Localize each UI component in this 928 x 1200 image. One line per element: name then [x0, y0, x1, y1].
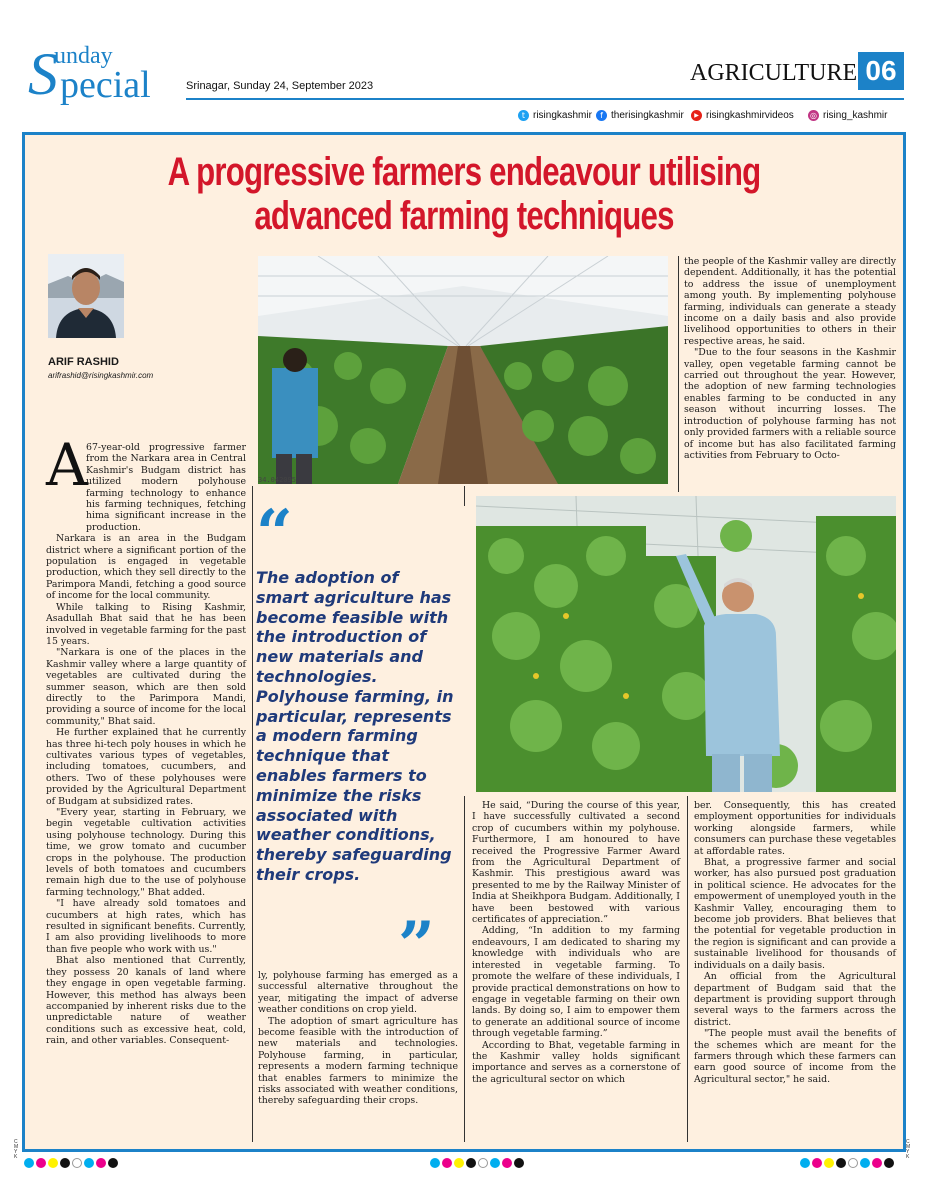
author-photo [48, 254, 124, 338]
cmyk-label-left: C M Y K [14, 1139, 19, 1160]
instagram-handle: rising_kashmir [823, 110, 888, 121]
youtube-icon: ▶ [691, 110, 702, 121]
logo-sunday: unday [54, 43, 113, 69]
polyhouse-photo-2 [476, 496, 896, 792]
polyhouse-photo-1 [258, 256, 668, 484]
cmyk-label-right: C M Y K [906, 1139, 911, 1160]
col4-para: "The people must avail the benefits of the schemes which are meant for the farmers through which these farmers can earn good source of income from the Agricultural sector," he said. [694, 1028, 896, 1085]
cyan-dot [84, 1158, 94, 1168]
facebook-handle: therisingkashmir [611, 110, 684, 121]
instagram-icon: ◎ [808, 110, 819, 121]
social-twitter[interactable] [518, 110, 592, 121]
author-email: arifrashid@risingkashmir.com [48, 371, 154, 380]
magenta-dot [36, 1158, 46, 1168]
column-divider [687, 796, 688, 1142]
col4-para: the people of the Kashmir valley are directly dependent. Additionally, it has the potential to address the issue of unemployment among youth. By implementing polyhouse farming, individuals can generate a steady income on a daily basis and also provide livelihood opportunities to others in their respective areas, he said. [684, 256, 896, 347]
cyan-dot [490, 1158, 500, 1168]
col4-para: "Due to the four seasons in the Kashmir valley, open vegetable farming cannot be carried out throughout the year. However, the adoption of new farming technologies enables farming to be conducted in any season without incurring losses. The introduction of polyhouse farming has not only provided farmers with a reliable source of income but has also facilitated farming activities from February to Octo- [684, 347, 896, 461]
pull-quote: The adoption of smart agriculture has become feasible with the introduction of new materials and technologies. Polyhouse farming, in particular, represents a modern farming technique that enables farmers to minimize the risks associated with weather conditions, thereby safeguarding their crops. [256, 568, 454, 884]
col2-para: The adoption of smart agriculture has become feasible with the introduction of new materials and technologies. Polyhouse farming, in particular, represents a modern farming technique that enables farmers to minimize the risks associated with weather conditions, thereby safeguarding their crops. [258, 1015, 458, 1107]
logo-special: pecial [60, 64, 151, 106]
black-dot [466, 1158, 476, 1168]
black-dot [108, 1158, 118, 1168]
magenta-dot [812, 1158, 822, 1168]
col3-para: According to Bhat, vegetable farming in the Kashmir valley holds significant importance and serves as a cornerstone of the agricultural sector on which [472, 1039, 680, 1085]
cyan-dot [24, 1158, 34, 1168]
open-quote-icon: “ [256, 496, 293, 571]
twitter-icon: t [518, 110, 529, 121]
close-quote-icon: ” [398, 908, 435, 983]
magenta-dot [96, 1158, 106, 1168]
white-dot [478, 1158, 488, 1168]
column-divider [252, 486, 253, 1142]
cyan-dot [860, 1158, 870, 1168]
headline-line-2: advanced farming techniques [254, 194, 674, 238]
col1-para: "Every year, starting in February, we begin vegetable cultivation activities using polyhouse technology. During this time, we grow tomato and cucumber crops in the polyhouse. The production levels of both tomatoes and cucumbers remain high due to the use of polyhouse farming technology," Bhat added. [46, 807, 246, 898]
black-dot [884, 1158, 894, 1168]
column-4-upper [684, 256, 896, 461]
white-dot [848, 1158, 858, 1168]
yellow-dot [824, 1158, 834, 1168]
cyan-dot [430, 1158, 440, 1168]
twitter-handle: risingkashmir [533, 110, 592, 121]
social-youtube[interactable] [691, 110, 794, 121]
column-1 [46, 431, 246, 1047]
col3-para: He said, “During the course of this year, I have successfully cultivated a second crop of cucumbers within my polyhouse. Furthermore, I am honoured to have received the Progressive Farmer Award from the Agricultural Department of Kashmir. This prestigious award was presented to me by the Railway Minister of India at Sheikhpora Budgam. Additionally, I have been bestowed with various certificates of appreciation.” [472, 800, 680, 926]
col4-para: Bhat, a progressive farmer and social worker, has also pursued post graduation in political science. He advocates for the empowerment of unemployed youth in the Kashmir Valley, encouraging them to become job providers. Bhat believes that the potential for vegetable production in the region is significant and can provide a sustainable livelihood for thousands of individuals on a daily basis. [694, 857, 896, 971]
yellow-dot [48, 1158, 58, 1168]
yellow-dot [454, 1158, 464, 1168]
col1-para: Bhat also mentioned that Currently, they possess 20 kanals of land where they engage in open vegetable farming. However, this method has always been accompanied by inherent risks due to the unpredictable nature of weather conditions such as excessive heat, cold, rain, and other variables. Consequent- [46, 955, 246, 1047]
facebook-icon: f [596, 110, 607, 121]
white-dot [72, 1158, 82, 1168]
logo-letter-s: S [28, 41, 58, 107]
author-name: ARIF RASHID [48, 356, 119, 368]
registration-bar-left [24, 1158, 118, 1168]
social-facebook[interactable] [596, 110, 684, 121]
black-dot [60, 1158, 70, 1168]
social-instagram[interactable] [808, 110, 887, 121]
photo-1-caption: 34.042095 [258, 476, 296, 484]
dateline: Srinagar, Sunday 24, September 2023 [186, 80, 374, 92]
registration-bar-right [800, 1158, 894, 1168]
black-dot [514, 1158, 524, 1168]
col1-para: While talking to Rising Kashmir, Asadullah Bhat said that he has been involved in vegetable farming for the past 15 years. [46, 601, 246, 647]
col4-para: ber. Consequently, this has created employment opportunities for individuals working alongside farmers, while consumers can purchase these vegetables at affordable rates. [694, 800, 896, 857]
headline [125, 150, 802, 238]
col1-para: "I have already sold tomatoes and cucumbers at high rates, which has resulted in significant benefits. Currently, I am also providing livelihoods to more than five people who work with us." [46, 898, 246, 955]
page-number: 06 [858, 52, 904, 90]
column-4-lower [694, 800, 896, 1085]
col2-para: ly, polyhouse farming has emerged as a successful alternative throughout the year, mitigating the impact of adverse weather conditions on crop yield. [258, 970, 458, 1016]
col3-para: Adding, “In addition to my farming endeavours, I am dedicated to sharing my knowledge with individuals who are interested in vegetable farming. To promote the welfare of these individuals, I provide practical demonstrations on how to engage in vegetable farming on their own lands. By doing so, I aim to empower them to generate an additional source of income through vegetable farming.” [472, 925, 680, 1040]
col1-intro-a [46, 431, 246, 533]
column-2-lower [258, 970, 458, 1107]
youtube-handle: risingkashmirvideos [706, 110, 794, 121]
col1-intro-text: 67-year-old progressive farmer from the Narkara area in Central Kashmir's Budgam district has utilized modern polyhouse farming technology to enhance his farming techniques, fetching hima significant increase in the production. [86, 442, 246, 533]
magenta-dot [872, 1158, 882, 1168]
col1-para: Narkara is an area in the Budgam district where a significant portion of the population is engaged in vegetable production, which they sell directly to the Parimpora Mandi, fetching a good source of income for the local community. [46, 533, 246, 602]
col4-para: An official from the Agricultural department of Budgam said that the department is providing support through several ways to the farmers across the district. [694, 971, 896, 1028]
column-divider [464, 796, 465, 1142]
registration-bar-center [430, 1158, 524, 1168]
section-title: AGRICULTURE [690, 60, 858, 86]
column-divider [464, 486, 465, 506]
dropcap: A [46, 431, 88, 499]
col1-para: "Narkara is one of the places in the Kashmir valley where a large quantity of vegetables are cultivated during the summer season, which are then sold directly to the Parimpora Mandi, providing a source of income for the local community," Bhat said. [46, 647, 246, 727]
column-3-lower [472, 800, 680, 1085]
cyan-dot [800, 1158, 810, 1168]
black-dot [836, 1158, 846, 1168]
column-divider [678, 256, 679, 492]
headline-line-1: A progressive farmers endeavour utilising [167, 150, 761, 194]
col1-para: He further explained that he currently has three hi-tech poly houses in which he cultivates various types of vegetables, including tomatoes, cucumbers, and others. Two of these polyhouses were provided by the Agricultural Department of Budgam at subsidized rates. [46, 727, 246, 807]
magenta-dot [502, 1158, 512, 1168]
header-rule [186, 98, 904, 100]
magenta-dot [442, 1158, 452, 1168]
